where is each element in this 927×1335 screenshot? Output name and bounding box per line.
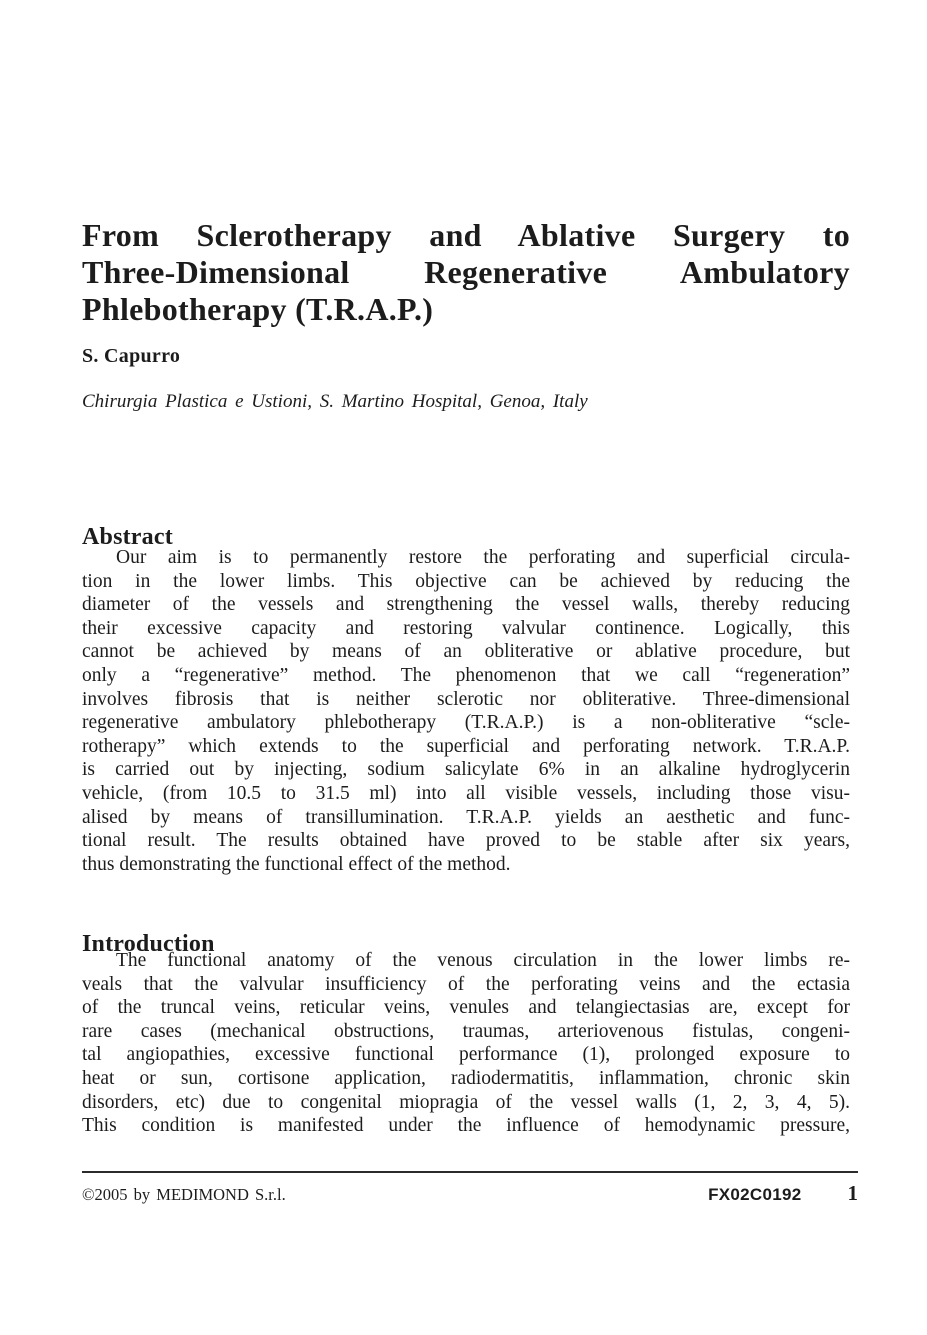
page-footer: [82, 1171, 858, 1206]
abstract-paragraph: [82, 546, 850, 876]
text-line: rotherapy” which extends to the superficial and perforating network. T.R.A.P.: [82, 735, 850, 757]
text-line: Our aim is to permanently restore the perforating and superficial circula-: [116, 547, 850, 568]
text-line: tion in the lower limbs. This objective can be achieved by reducing the: [82, 570, 850, 592]
introduction-paragraph: [82, 949, 850, 1138]
text-line: rare cases (mechanical obstructions, traumas, arteriovenous fistulas, congeni-: [82, 1020, 850, 1042]
text-line: alised by means of transillumination. T.R.A.P. yields an aesthetic and func-: [82, 806, 850, 828]
author-affiliation: Chirurgia Plastica e Ustioni, S. Martino Hospital, Genoa, Italy: [82, 391, 588, 412]
text-line: their excessive capacity and restoring valvular continence. Logically, this: [82, 617, 850, 639]
introduction-heading: Introduction: [82, 930, 215, 957]
text-line: is carried out by injecting, sodium salicylate 6% in an alkaline hydroglycerin: [82, 759, 850, 781]
text-line: From Sclerotherapy and Ablative Surgery to: [82, 217, 850, 254]
text-line: tional result. The results obtained have proved to be stable after six years,: [82, 830, 850, 852]
text-line: of the truncal veins, reticular veins, venules and telangiectasias are, except for: [82, 997, 850, 1019]
author-name: S. Capurro: [82, 345, 181, 367]
text-line: disorders, etc) due to congenital miopragia of the vessel walls (1, 2, 3, 4, 5).: [82, 1091, 850, 1113]
text-line: The functional anatomy of the venous circulation in the lower limbs re-: [116, 950, 850, 971]
footer-right-group: [708, 1181, 858, 1206]
text-line: heat or sun, cortisone application, radiodermatitis, inflammation, chronic skin: [82, 1067, 850, 1089]
abstract-heading: Abstract: [82, 523, 173, 550]
text-line: Three-Dimensional Regenerative Ambulatory: [82, 254, 850, 291]
text-line: tal angiopathies, excessive functional performance (1), prolonged exposure to: [82, 1044, 850, 1066]
page-number: 1: [847, 1181, 858, 1205]
paper-title: [82, 217, 850, 328]
document-code: FX02C0192: [708, 1185, 802, 1204]
text-line: Phlebotherapy (T.R.A.P.): [82, 291, 434, 328]
text-line: vehicle, (from 10.5 to 31.5 ml) into all visible vessels, including those visu-: [82, 782, 850, 804]
text-line: This condition is manifested under the influence of hemodynamic pressure,: [82, 1115, 850, 1137]
text-line: veals that the valvular insufficiency of the perforating veins and the ectasia: [82, 973, 850, 995]
text-line: thus demonstrating the functional effect of the method.: [82, 853, 511, 875]
text-line: only a “regenerative” method. The phenomenon that we call “regeneration”: [82, 664, 850, 686]
text-line: cannot be achieved by means of an obliterative or ablative procedure, but: [82, 641, 850, 663]
text-line: involves fibrosis that is neither sclerotic nor obliterative. Three-dimensional: [82, 688, 850, 710]
text-line: diameter of the vessels and strengthening the vessel walls, thereby reducing: [82, 594, 850, 616]
copyright-notice: ©2005 by MEDIMOND S.r.l.: [82, 1185, 286, 1204]
text-line: regenerative ambulatory phlebotherapy (T.R.A.P.) is a non-obliterative “scle-: [82, 712, 850, 734]
